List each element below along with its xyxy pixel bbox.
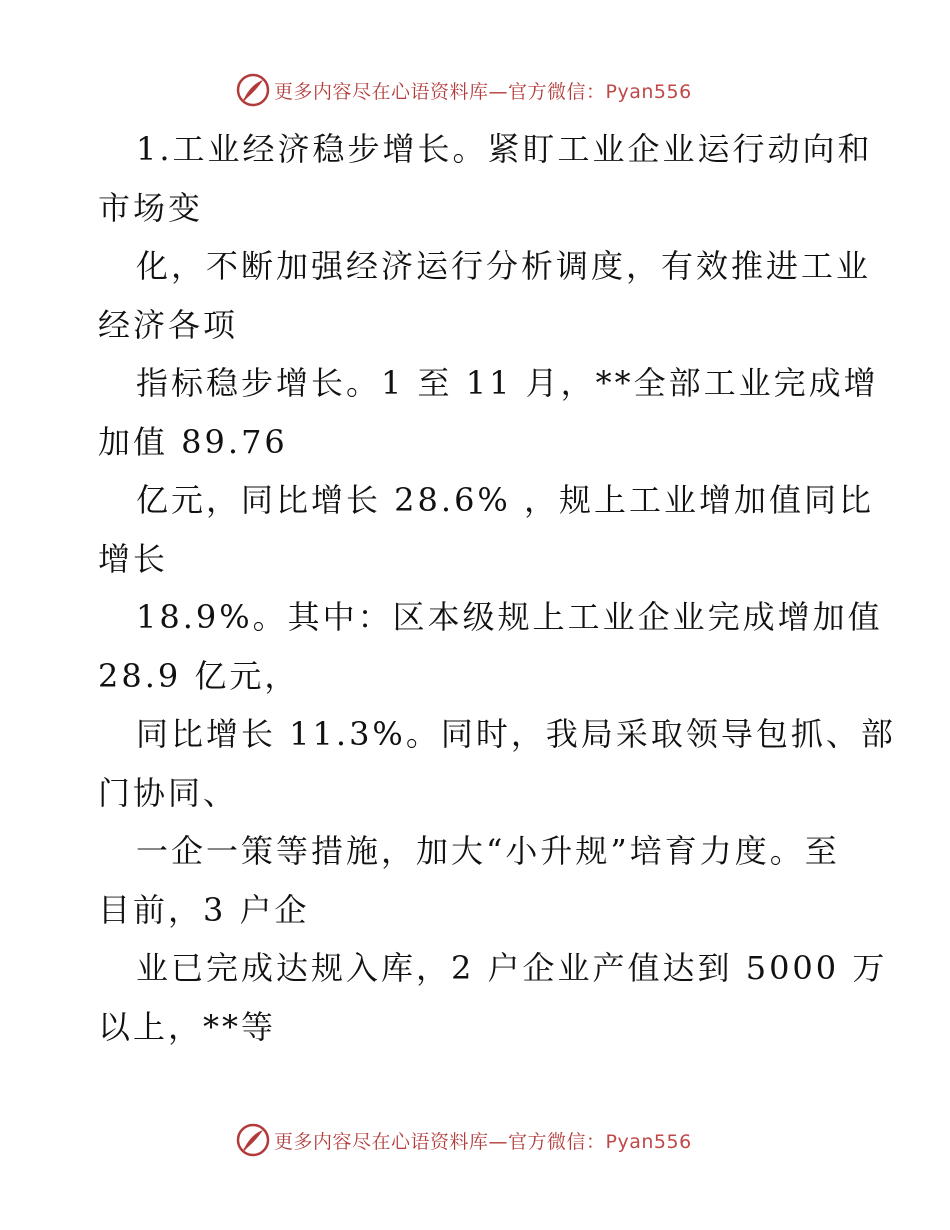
text-line: 目前，3 户企	[98, 890, 310, 929]
text-line: 增长	[98, 539, 169, 578]
text-line: 指标稳步增长。1 至 11 月，**全部工业完成增	[136, 364, 879, 402]
text-line: 门协同、	[98, 773, 239, 812]
quill-seal-logo-icon	[236, 1123, 270, 1157]
text-line: 1.工业经济稳步增长。紧盯工业企业运行动向和	[136, 130, 873, 168]
text-line: 同比增长 11.3%。同时，我局采取领导包抓、部	[136, 715, 896, 753]
watermark-text: 更多内容尽在心语资料库—官方微信：Pyan556	[274, 80, 692, 103]
header-watermark	[236, 72, 692, 108]
quill-seal-logo-icon	[236, 73, 270, 107]
document-body	[98, 120, 896, 1056]
text-line: 市场变	[98, 188, 204, 227]
text-line: 化，不断加强经济运行分析调度，有效推进工业	[136, 247, 872, 285]
text-line: 一企一策等措施，加大“小升规”培育力度。至	[136, 832, 840, 870]
text-line: 28.9 亿元，	[98, 656, 300, 695]
text-line: 亿元，同比增长 28.6% ，规上工业增加值同比	[136, 481, 875, 519]
text-line: 经济各项	[98, 305, 239, 344]
text-line: 业已完成达规入库，2 户企业产值达到 5000 万	[136, 949, 888, 987]
footer-watermark	[236, 1122, 692, 1158]
watermark-text: 更多内容尽在心语资料库—官方微信：Pyan556	[274, 1130, 692, 1153]
text-line: 加值 89.76	[98, 422, 288, 461]
text-line: 18.9%。其中：区本级规上工业企业完成增加值	[136, 598, 883, 636]
text-line: 以上，**等	[98, 1007, 277, 1046]
